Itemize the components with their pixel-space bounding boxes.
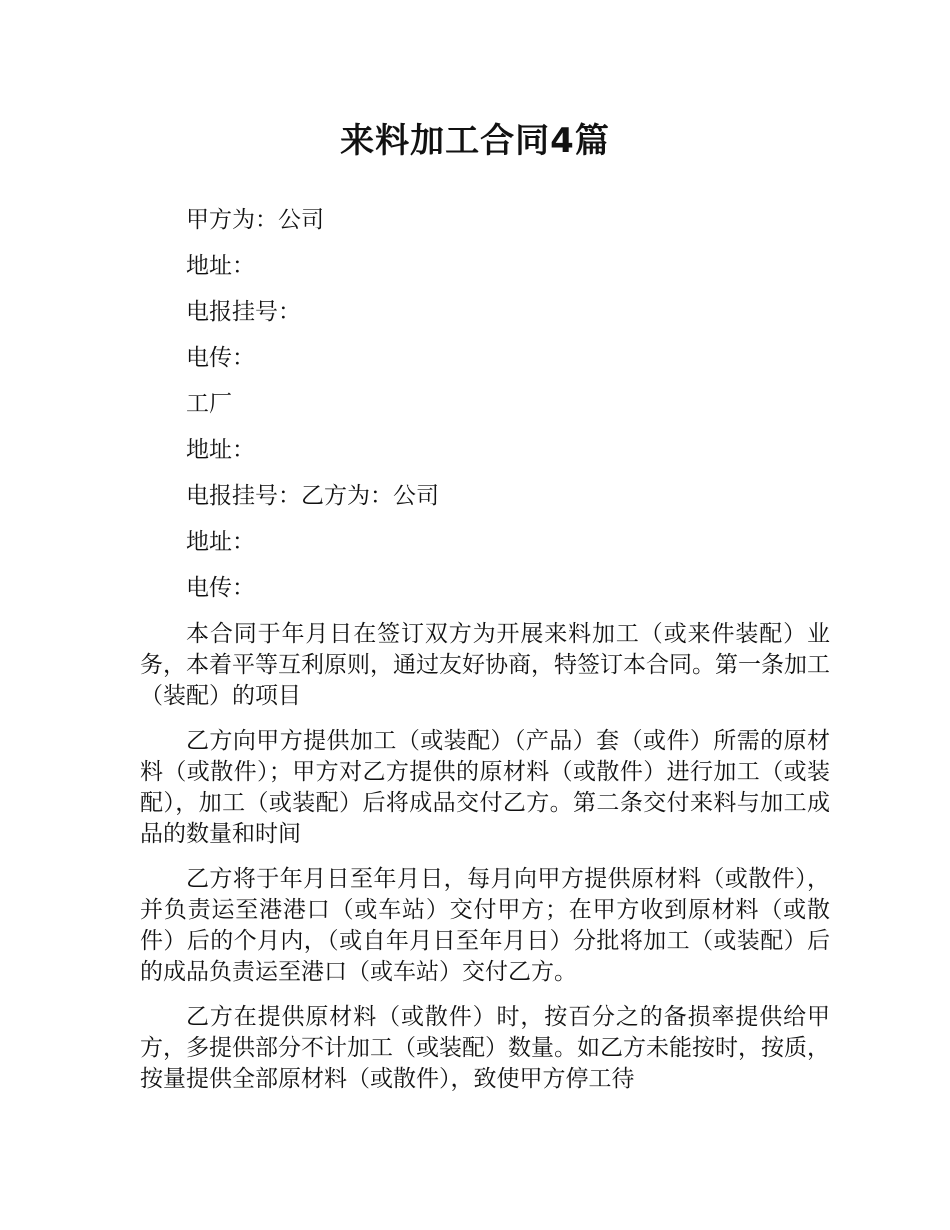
document-body <box>140 200 830 1109</box>
party-a-address-line: 地址： <box>186 253 255 279</box>
contract-intro-paragraph: 本合同于年月日在签订双方为开展来料加工（或来件装配）业务，本着平等互利原则，通过友好协商，特签订本合同。第一条加工（装配）的项目 <box>140 621 830 709</box>
factory-line: 工厂 <box>186 391 232 417</box>
party-a-name-line: 甲方为：公司 <box>186 207 324 233</box>
party-b-address-line: 地址： <box>186 529 255 555</box>
party-b-fax-line: 电传： <box>186 575 255 601</box>
party-b-name-line: 电报挂号：乙方为：公司 <box>186 483 439 509</box>
article-one-paragraph: 乙方向甲方提供加工（或装配）（产品）套（或件）所需的原材料（或散件）；甲方对乙方提供的原材料（或散件）进行加工（或装配），加工（或装配）后将成品交付乙方。第二条交付来料与加工成品的数量和时间 <box>140 728 830 847</box>
party-a-telegraph-line: 电报挂号： <box>186 299 301 325</box>
article-two-paragraph: 乙方将于年月日至年月日，每月向甲方提供原材料（或散件），并负责运至港港口（或车站）交付甲方；在甲方收到原材料（或散件）后的个月内，（或自年月日至年月日）分批将加工（或装配）后的成品负责运至港口（或车站）交付乙方。 <box>140 866 830 985</box>
document-title: 来料加工合同4篇 <box>340 121 610 161</box>
material-loss-paragraph: 乙方在提供原材料（或散件）时，按百分之的备损率提供给甲方，多提供部分不计加工（或装配）数量。如乙方未能按时，按质，按量提供全部原材料（或散件），致使甲方停工待 <box>140 1004 830 1092</box>
party-a-fax-line: 电传： <box>186 345 255 371</box>
factory-address-line: 地址： <box>186 437 255 463</box>
